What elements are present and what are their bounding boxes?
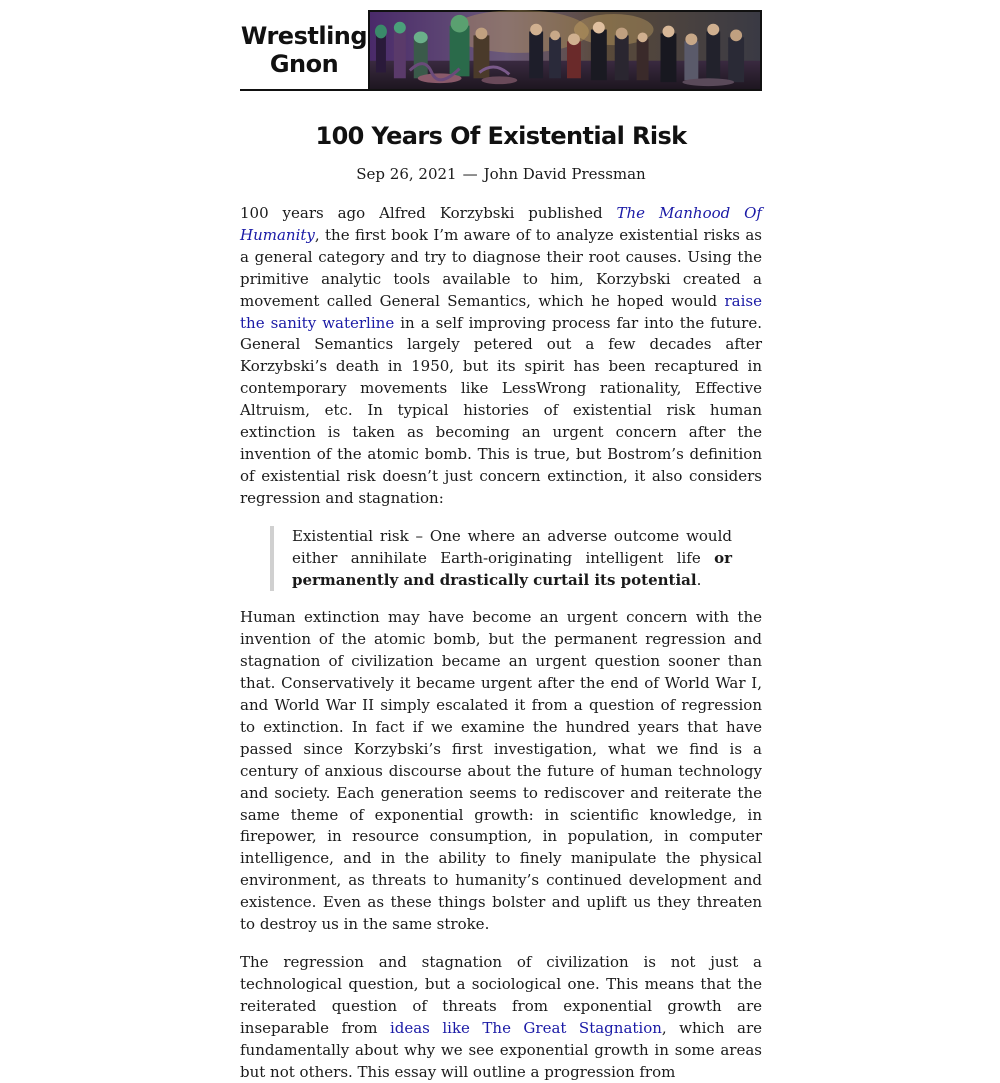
banner-image — [368, 10, 762, 89]
paragraph-3-text-1: The regression and stagnation of civilization is not just a technological question, but a sociological one. This means that the reiterated question of threats from exponential growth are inseparable from — [240, 953, 762, 1037]
site-title — [241, 22, 367, 78]
paragraph-1 — [240, 203, 762, 510]
manhood-of-humanity-link[interactable]: The Manhood Of Humanity — [240, 204, 762, 244]
byline-separator: — — [462, 165, 478, 183]
great-stagnation-link[interactable]: ideas like The Great Stagnation — [389, 1018, 662, 1037]
post-title: 100 Years Of Existential Risk — [315, 122, 687, 150]
quote-text-2: . — [696, 570, 702, 589]
site-header — [240, 10, 762, 91]
post-date: Sep 26, 2021 — [356, 165, 457, 183]
post-content — [240, 203, 762, 1083]
site-title-link[interactable] — [240, 10, 368, 89]
quote-text-1: Existential risk – One where an adverse outcome would either annihilate Earth-originating intelligent life — [292, 526, 732, 567]
banner-painting — [370, 12, 760, 89]
page — [240, 10, 762, 1083]
existential-risk-quote — [270, 526, 762, 592]
paragraph-3 — [240, 952, 762, 1083]
quote-bold-text: or permanently and drastically curtail its potential — [292, 548, 732, 589]
site-title-line-2: Gnon — [269, 49, 339, 78]
post-byline — [240, 164, 762, 184]
post-author: John David Pressman — [483, 165, 646, 183]
paragraph-2: Human extinction may have become an urgent concern with the invention of the atomic bomb, but the permanent regression and stagnation of civilization became an urgent question sooner than that. Conservatively it became urgent after the end of World War I, and World War II simply escalated it from a question of regression to extinction. In fact if we examine the hundred years that have passed since Korzybski’s first investigation, what we find is a century of anxious discourse about the future of human technology and society. Each generation seems to rediscover and reiterate the same theme of exponential growth: in scientific knowledge, in firepower, in resource consumption, in population, in computer intelligence, and in the ability to finely manipulate the physical environment, as threats to humanity’s continued development and existence. Even as these things bolster and uplift us they threaten to destroy us in the same stroke. — [240, 608, 762, 934]
paragraph-1-text-2: , the first book I’m aware of to analyze existential risks as a general category and try to diagnose their root causes. Using the primitive analytic tools available to him, Korzybski created a movement called General Semantics, which he hoped would — [240, 225, 762, 310]
sanity-waterline-link[interactable]: raise the sanity waterline — [240, 291, 762, 332]
paragraph-1-text-1: 100 years ago Alfred Korzybski published — [240, 204, 617, 222]
paragraph-1-text-3: in a self improving process far into the future. General Semantics largely petered out a few decades after Korzybski’s death in 1950, but its spirit has been recaptured in contemporary movements like LessWrong rationality, Effective Altruism, etc. In typical histories of existential risk human extinction is taken as becoming an urgent concern after the invention of the atomic bomb. This is true, but Bostrom’s definition of existential risk doesn’t just concern extinction, it also considers regression and stagnation: — [240, 313, 762, 507]
paragraph-3-text-2: , which are fundamentally about why we see exponential growth in some areas but not others. This essay will outline a progression from — [240, 1018, 763, 1081]
site-title-line-1: Wrestling — [240, 21, 368, 50]
